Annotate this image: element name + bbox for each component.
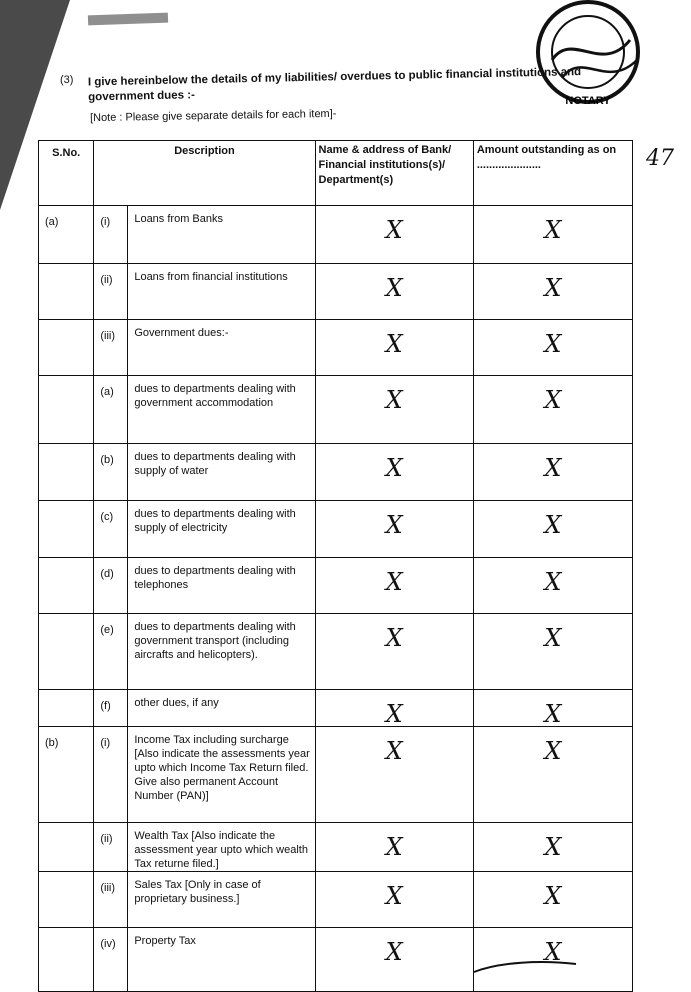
row-amount-mark (473, 320, 632, 376)
row-description-text: Income Tax including surcharge [Also indicate the assessments year upto which Income Tax Return filed. Give also permanent Account Number (PAN)] (134, 734, 310, 802)
row-sno (39, 444, 94, 501)
row-amount-mark-text: X (544, 882, 562, 910)
row-amount-mark (473, 376, 632, 444)
row-sno (39, 614, 94, 690)
row-name-mark (315, 501, 473, 558)
row-amount-mark (473, 614, 632, 690)
row-sno-text (39, 501, 93, 511)
row-name-mark (315, 376, 473, 444)
row-subitem-text: (iii) (100, 330, 116, 342)
row-description-text: Wealth Tax [Also indicate the assessment year upto which wealth Tax returne filed.] (134, 830, 308, 870)
row-description-text: Property Tax (134, 935, 196, 947)
row-sno-text (39, 872, 93, 882)
row-sno-text (39, 614, 93, 624)
row-sno (39, 206, 94, 264)
row-description-text: dues to departments dealing with supply of water (134, 451, 296, 477)
row-amount-mark-text: X (544, 330, 562, 358)
row-amount-mark-text: X (544, 274, 562, 302)
row-description (128, 823, 315, 872)
row-description-text: Sales Tax [Only in case of proprietary business.] (134, 879, 261, 905)
row-name-mark (315, 727, 473, 823)
row-sno-text (39, 444, 93, 454)
row-name-mark-text: X (385, 386, 403, 414)
row-description (128, 264, 315, 320)
row-name-mark-text: X (385, 938, 403, 966)
row-subitem (94, 558, 128, 614)
row-amount-mark (473, 444, 632, 501)
row-sno (39, 823, 94, 872)
table-row (39, 320, 633, 376)
row-description-text: Government dues:- (134, 327, 229, 339)
row-description (128, 558, 315, 614)
row-name-mark (315, 872, 473, 928)
row-subitem-text: (b) (100, 454, 114, 466)
row-description (128, 727, 315, 823)
row-amount-mark (473, 727, 632, 823)
table-row (39, 264, 633, 320)
row-name-mark-text: X (385, 511, 403, 539)
table-row (39, 727, 633, 823)
row-name-mark-text: X (385, 882, 403, 910)
row-amount-mark (473, 823, 632, 872)
row-description (128, 444, 315, 501)
row-subitem (94, 206, 128, 264)
row-amount-mark (473, 264, 632, 320)
table-row (39, 823, 633, 872)
row-description-text: dues to departments dealing with supply of electricity (134, 508, 296, 534)
row-description (128, 206, 315, 264)
row-description (128, 614, 315, 690)
row-name-mark (315, 206, 473, 264)
row-amount-mark-text: X (544, 700, 562, 728)
row-subitem-text: (iii) (100, 882, 116, 894)
row-subitem (94, 690, 128, 727)
row-name-mark-text: X (385, 568, 403, 596)
row-amount-mark-text: X (544, 386, 562, 414)
row-description-text: Loans from Banks (134, 213, 223, 225)
table-row (39, 614, 633, 690)
row-sno-text (39, 376, 93, 386)
table-row (39, 558, 633, 614)
col-name-address: Name & address of Bank/ Financial institutions(s)/ Department(s) (315, 141, 473, 206)
row-subitem (94, 376, 128, 444)
row-sno-text: (a) (45, 216, 59, 228)
row-description (128, 320, 315, 376)
row-subitem-text: (a) (100, 386, 114, 398)
row-name-mark-text: X (385, 274, 403, 302)
row-amount-mark-text: X (544, 833, 562, 861)
col-description (94, 141, 315, 206)
row-amount-mark (473, 872, 632, 928)
row-name-mark-text: X (385, 216, 403, 244)
row-sno (39, 264, 94, 320)
row-subitem (94, 872, 128, 928)
seal-text: NOTARY (565, 95, 611, 107)
row-subitem (94, 823, 128, 872)
row-amount-mark-text: X (544, 216, 562, 244)
intro-text: I give hereinbelow the details of my liabilities/ overdues to public financial institutions and government dues :- (87, 66, 582, 104)
table-row (39, 872, 633, 928)
row-name-mark (315, 264, 473, 320)
row-sno (39, 558, 94, 614)
row-subitem-text: (iv) (100, 938, 116, 950)
row-sno-text (39, 264, 93, 274)
liabilities-table (38, 140, 633, 992)
row-subitem-text: (i) (100, 737, 111, 749)
row-name-mark (315, 444, 473, 501)
row-amount-mark-text: X (544, 568, 562, 596)
row-subitem-text: (c) (100, 511, 114, 523)
row-subitem-text: (ii) (100, 833, 113, 845)
row-sno-text (39, 823, 93, 833)
row-description-text: Loans from financial institutions (134, 271, 288, 283)
row-subitem-text: (f) (100, 700, 111, 712)
row-subitem (94, 444, 128, 501)
row-description (128, 872, 315, 928)
row-amount-mark (473, 206, 632, 264)
row-description (128, 690, 315, 727)
table-row (39, 501, 633, 558)
row-name-mark-text: X (385, 700, 403, 728)
row-subitem (94, 264, 128, 320)
row-description (128, 376, 315, 444)
table-header-row (39, 141, 633, 206)
row-name-mark (315, 320, 473, 376)
row-name-mark-text: X (385, 330, 403, 358)
row-amount-mark (473, 558, 632, 614)
row-sno-text: (b) (45, 737, 59, 749)
row-description-text: dues to departments dealing with government accommodation (134, 383, 296, 409)
signature-stroke (470, 956, 580, 978)
row-description-text: dues to departments dealing with government transport (including aircrafts and helicopters). (134, 621, 296, 661)
notary-seal (512, 0, 652, 116)
row-name-mark-text: X (385, 454, 403, 482)
row-subitem-text: (i) (100, 216, 111, 228)
row-name-mark-text: X (385, 624, 403, 652)
row-sno (39, 501, 94, 558)
table-row (39, 444, 633, 501)
row-description-text: other dues, if any (134, 697, 219, 709)
row-subitem (94, 320, 128, 376)
row-sno (39, 872, 94, 928)
row-subitem (94, 501, 128, 558)
row-amount-mark (473, 501, 632, 558)
note-text: [Note : Please give separate details for each item]- (89, 107, 337, 125)
row-amount-mark-text: X (544, 454, 562, 482)
col-description-label: Description (174, 145, 235, 157)
row-sno-text (39, 690, 93, 700)
row-amount-mark-text: X (544, 511, 562, 539)
col-sno: S.No. (39, 141, 94, 206)
row-amount-mark-text: X (544, 737, 562, 765)
row-subitem-text: (ii) (100, 274, 113, 286)
row-name-mark (315, 614, 473, 690)
page-side-mark: 47 (646, 146, 674, 171)
row-sno (39, 320, 94, 376)
row-name-mark (315, 690, 473, 727)
row-description-text: dues to departments dealing with telephones (134, 565, 296, 591)
col-amount: Amount outstanding as on ..................... (473, 141, 632, 206)
row-sno-text (39, 320, 93, 330)
row-name-mark (315, 558, 473, 614)
table-row (39, 206, 633, 264)
row-description (128, 501, 315, 558)
row-name-mark-text: X (385, 737, 403, 765)
row-sno (39, 727, 94, 823)
row-subitem (94, 727, 128, 823)
row-subitem-text: (d) (100, 568, 114, 580)
table-row (39, 690, 633, 727)
row-name-mark (315, 823, 473, 872)
row-name-mark-text: X (385, 833, 403, 861)
row-subitem (94, 614, 128, 690)
row-sno (39, 376, 94, 444)
row-sno-text (39, 928, 93, 938)
torn-text-fragment (88, 13, 168, 26)
row-amount-mark-text: X (544, 624, 562, 652)
table-row (39, 376, 633, 444)
item-number: (3) (60, 74, 74, 86)
row-amount-mark (473, 690, 632, 727)
row-amount-mark-text: X (544, 938, 562, 966)
row-subitem-text: (e) (100, 624, 114, 636)
row-sno-text (39, 558, 93, 568)
row-sno (39, 690, 94, 727)
